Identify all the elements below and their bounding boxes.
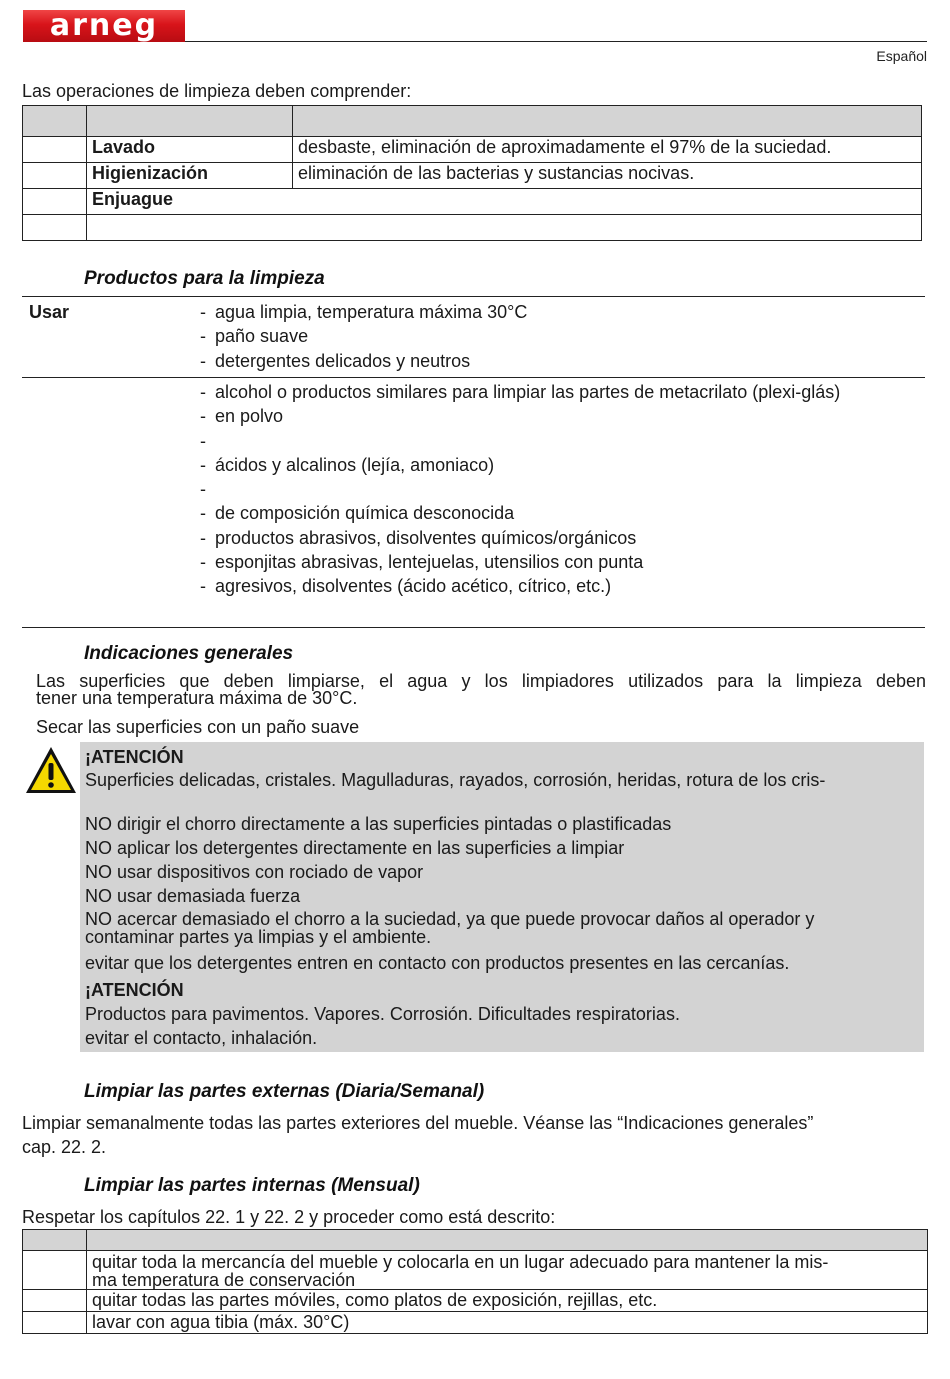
table-row	[23, 215, 922, 241]
operation-desc: desbaste, eliminación de aproximadamente el 97% de la suciedad.	[293, 137, 922, 163]
external-paragraph	[22, 1112, 927, 1158]
warning-text	[85, 910, 923, 946]
dash: -	[200, 576, 206, 597]
list-item	[200, 501, 915, 525]
table-row	[23, 1251, 928, 1290]
intro-text: Las operaciones de limpieza deben comprender:	[22, 81, 412, 101]
item-text	[215, 477, 915, 501]
dash: -	[200, 430, 206, 451]
item-text: agua limpia, temperatura máxima 30°C	[215, 302, 528, 322]
warning-text: NO aplicar los detergentes directamente en las superficies a limpiar	[85, 838, 625, 858]
list-item	[200, 380, 915, 404]
item-text: ácidos y alcalinos (lejía, amoniaco)	[215, 454, 495, 475]
warning-text: NO usar demasiada fuerza	[85, 886, 301, 906]
step-text: lavar con agua tibia (máx. 30°C)	[87, 1312, 928, 1334]
warning-line: contaminar partes ya limpias y el ambiente.	[85, 927, 432, 947]
table-header-row	[23, 106, 922, 137]
general-line: tener una temperatura máxima de 30°C.	[36, 688, 358, 708]
warning-text: Productos para pavimentos. Vapores. Corrosión. Dificultades respiratorias.	[85, 1004, 680, 1024]
external-heading: Limpiar las partes externas (Diaria/Semanal)	[84, 1081, 485, 1102]
table-row	[23, 189, 922, 215]
dash: -	[200, 479, 206, 500]
operation-name: Enjuague	[87, 189, 922, 215]
dash: -	[200, 527, 206, 548]
dash: -	[200, 503, 206, 524]
general-heading: Indicaciones generales	[84, 643, 294, 664]
general-dry-text: Secar las superficies con un paño suave	[36, 717, 360, 737]
dash: -	[200, 326, 206, 347]
warning-title: ¡ATENCIÓN	[85, 747, 184, 767]
avoid-list	[200, 380, 915, 599]
divider	[22, 296, 925, 297]
warning-line: NO acercar demasiado el chorro a la suciedad, ya que puede provocar daños al operador y	[85, 909, 815, 929]
list-item	[200, 429, 915, 453]
step-line: ma temperatura de conservación	[92, 1270, 356, 1290]
dash: -	[200, 552, 206, 573]
item-text: alcohol o productos similares para limpiar las partes de metacrilato (plexi-glás)	[215, 382, 841, 402]
row-num	[23, 1312, 87, 1334]
list-item	[200, 300, 915, 324]
header-cell	[23, 1230, 87, 1251]
header-rule	[185, 41, 927, 42]
dash: -	[200, 406, 206, 427]
divider	[22, 627, 925, 628]
warning-text: Superficies delicadas, cristales. Magulladuras, rayados, corrosión, heridas, rotura de los cris-	[85, 770, 826, 790]
warning-text: evitar el contacto, inhalación.	[85, 1028, 318, 1048]
item-text: paño suave	[215, 326, 309, 347]
row-num	[23, 137, 87, 163]
warning-title: ¡ATENCIÓN	[85, 980, 184, 1000]
row-num	[23, 189, 87, 215]
warning-text: NO usar dispositivos con rociado de vapor	[85, 862, 424, 882]
item-text: esponjitas abrasivas, lentejuelas, utensilios con punta	[215, 552, 644, 573]
internal-intro: Respetar los capítulos 22. 1 y 22. 2 y proceder como está descrito:	[22, 1207, 556, 1227]
table-row	[23, 1290, 928, 1312]
table-row	[23, 1312, 928, 1334]
list-item	[200, 574, 915, 598]
use-list	[200, 300, 915, 373]
operation-name: Lavado	[87, 137, 293, 163]
item-text: detergentes delicados y neutros	[215, 350, 471, 371]
list-item	[200, 526, 915, 550]
list-item	[200, 477, 915, 501]
arneg-logo: arneg	[23, 10, 185, 42]
language-label: Español	[876, 48, 927, 64]
header-cell	[293, 106, 922, 137]
list-item	[200, 453, 915, 477]
list-item	[200, 550, 915, 574]
operations-table	[22, 105, 922, 241]
step-text: quitar todas las partes móviles, como platos de exposición, rejillas, etc.	[87, 1290, 928, 1312]
operation-name	[87, 215, 922, 241]
step-line: quitar toda la mercancía del mueble y colocarla en un lugar adecuado para mantener la mis-	[92, 1252, 829, 1272]
dash: -	[200, 302, 206, 322]
item-text	[215, 429, 915, 453]
products-heading: Productos para la limpieza	[84, 268, 325, 289]
row-num	[23, 1290, 87, 1312]
dash: -	[200, 350, 206, 371]
dash: -	[200, 454, 206, 475]
header-cell	[87, 1230, 928, 1251]
item-text: agresivos, disolventes (ácido acético, cítrico, etc.)	[215, 576, 612, 597]
list-item	[200, 324, 915, 348]
external-line: cap. 22. 2.	[22, 1137, 107, 1157]
internal-steps-table	[22, 1229, 928, 1334]
use-label: Usar	[29, 302, 70, 322]
item-text: de composición química desconocida	[215, 503, 515, 524]
row-num	[23, 215, 87, 241]
row-num	[23, 163, 87, 189]
warning-text: NO dirigir el chorro directamente a las superficies pintadas o plastificadas	[85, 814, 672, 834]
header-cell	[23, 106, 87, 137]
warning-text: evitar que los detergentes entren en contacto con productos presentes en las cercanías.	[85, 953, 790, 973]
step-text	[87, 1251, 928, 1290]
table-row	[23, 163, 922, 189]
internal-heading: Limpiar las partes internas (Mensual)	[84, 1175, 420, 1196]
general-paragraph	[36, 673, 926, 707]
table-row	[23, 137, 922, 163]
table-header-row	[23, 1230, 928, 1251]
list-item	[200, 404, 915, 428]
dash: -	[200, 382, 206, 402]
operation-desc: eliminación de las bacterias y sustancias nocivas.	[293, 163, 922, 189]
header-cell	[87, 106, 293, 137]
row-num	[23, 1251, 87, 1290]
warning-triangle-icon	[24, 745, 78, 795]
general-line: Las superficies que deben limpiarse, el agua y los limpiadores utilizados para la limpieza deben	[36, 671, 926, 691]
operation-name: Higienización	[87, 163, 293, 189]
list-item	[200, 349, 915, 373]
item-text: en polvo	[215, 406, 284, 427]
external-line: Limpiar semanalmente todas las partes exteriores del mueble. Véanse las “Indicaciones generales”	[22, 1113, 814, 1133]
item-text: productos abrasivos, disolventes químicos/orgánicos	[215, 527, 637, 548]
divider	[22, 377, 925, 378]
